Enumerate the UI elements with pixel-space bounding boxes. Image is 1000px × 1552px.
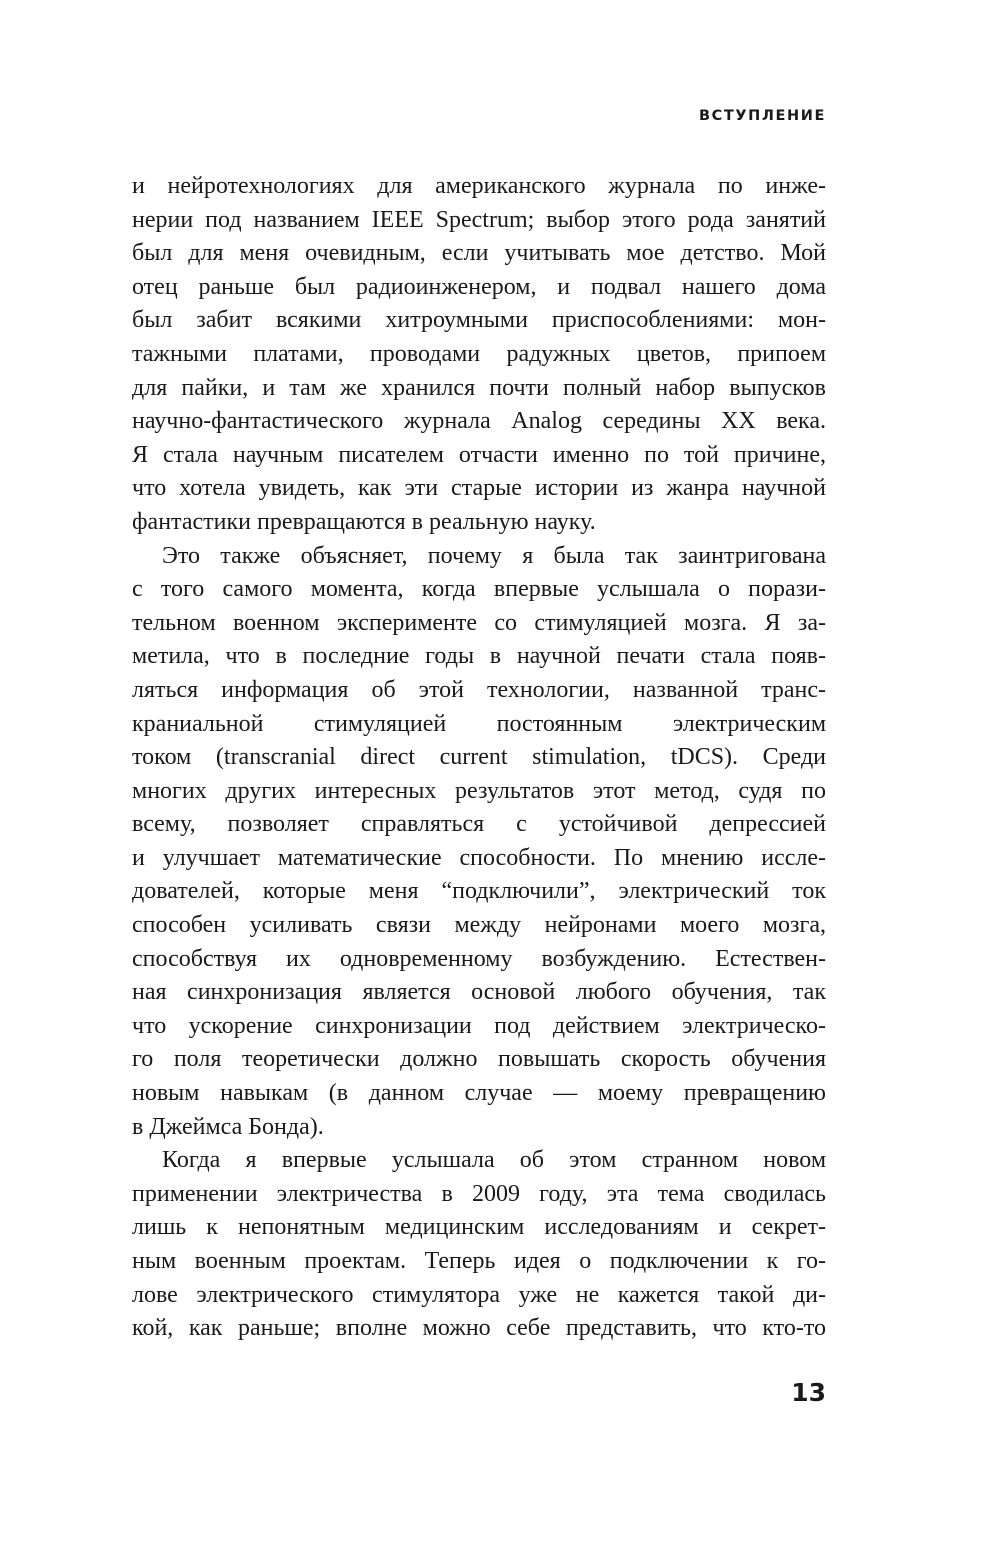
text-line: Я стала научным писателем отчасти именно по той причине, xyxy=(132,441,826,468)
text-line: лишь к непонятным медицинским исследованиям и секрет- xyxy=(132,1214,826,1241)
text-line: для пайки, и там же хранился почти полный набор выпусков xyxy=(132,374,826,401)
text-line: способствуя их одновременному возбуждению. Естествен- xyxy=(132,945,826,972)
page-number: 13 xyxy=(791,1378,826,1407)
text-line: что хотела увидеть, как эти старые истории из жанра научной xyxy=(132,475,826,502)
text-line: способен усиливать связи между нейронами моего мозга, xyxy=(132,912,826,939)
text-line: применении электричества в 2009 году, эта тема сводилась xyxy=(132,1180,826,1207)
text-line: го поля теоретически должно повышать скорость обучения xyxy=(132,1046,826,1073)
text-line: отец раньше был радиоинженером, и подвал нашего дома xyxy=(132,273,826,300)
text-line: Когда я впервые услышала об этом странном новом xyxy=(162,1147,826,1174)
text-line: всему, позволяет справляться с устойчивой депрессией xyxy=(132,811,826,838)
text-line: с того самого момента, когда впервые услышала о порази- xyxy=(132,576,826,603)
text-line: что ускорение синхронизации под действием электрическо- xyxy=(132,1012,826,1039)
text-line: тельном военном эксперименте со стимуляцией мозга. Я за- xyxy=(132,609,826,636)
text-line: многих других интересных результатов этот метод, судя по xyxy=(132,777,826,804)
text-line: током (transcranial direct current stimulation, tDCS). Среди xyxy=(132,744,826,771)
running-head: ВСТУПЛЕНИЕ xyxy=(698,108,826,124)
text-line: Это также объясняет, почему я была так заинтригована xyxy=(162,542,826,569)
text-line: ная синхронизация является основой любого обучения, так xyxy=(132,979,826,1006)
text-line: и улучшает математические способности. По мнению иссле- xyxy=(132,844,826,871)
body-text xyxy=(132,170,826,1346)
text-line: и нейротехнологиях для американского журнала по инже- xyxy=(132,173,826,199)
text-line: тажными платами, проводами радужных цветов, припоем xyxy=(132,340,826,367)
text-line: ляться информация об этой технологии, названной транс- xyxy=(132,676,826,703)
paragraph xyxy=(132,170,826,540)
text-line: ным военным проектам. Теперь идея о подключении к го- xyxy=(132,1248,826,1274)
text-line: краниальной стимуляцией постоянным электрическим xyxy=(132,710,826,737)
text-line: был забит всякими хитроумными приспособлениями: мон- xyxy=(132,307,826,334)
text-line: был для меня очевидным, если учитывать мое детство. Мой xyxy=(132,240,826,267)
text-line: кой, как раньше; вполне можно себе представить, что кто-то xyxy=(132,1315,826,1342)
text-line: научно-фантастического журнала Analog середины XX века. xyxy=(132,408,826,435)
text-line: фантастики превращаются в реальную науку. xyxy=(132,508,596,535)
text-line: новым навыкам (в данном случае — моему превращению xyxy=(132,1080,826,1107)
text-line: лове электрического стимулятора уже не кажется такой ди- xyxy=(132,1281,826,1308)
paragraph xyxy=(132,540,826,1145)
text-line: метила, что в последние годы в научной печати стала появ- xyxy=(132,643,826,670)
text-line: нерии под названием IEEE Spectrum; выбор этого рода занятий xyxy=(132,206,826,233)
text-line: дователей, которые меня “подключили”, электрический ток xyxy=(132,878,826,905)
text-line: в Джеймса Бонда). xyxy=(132,1113,324,1140)
paragraph xyxy=(132,1144,826,1346)
